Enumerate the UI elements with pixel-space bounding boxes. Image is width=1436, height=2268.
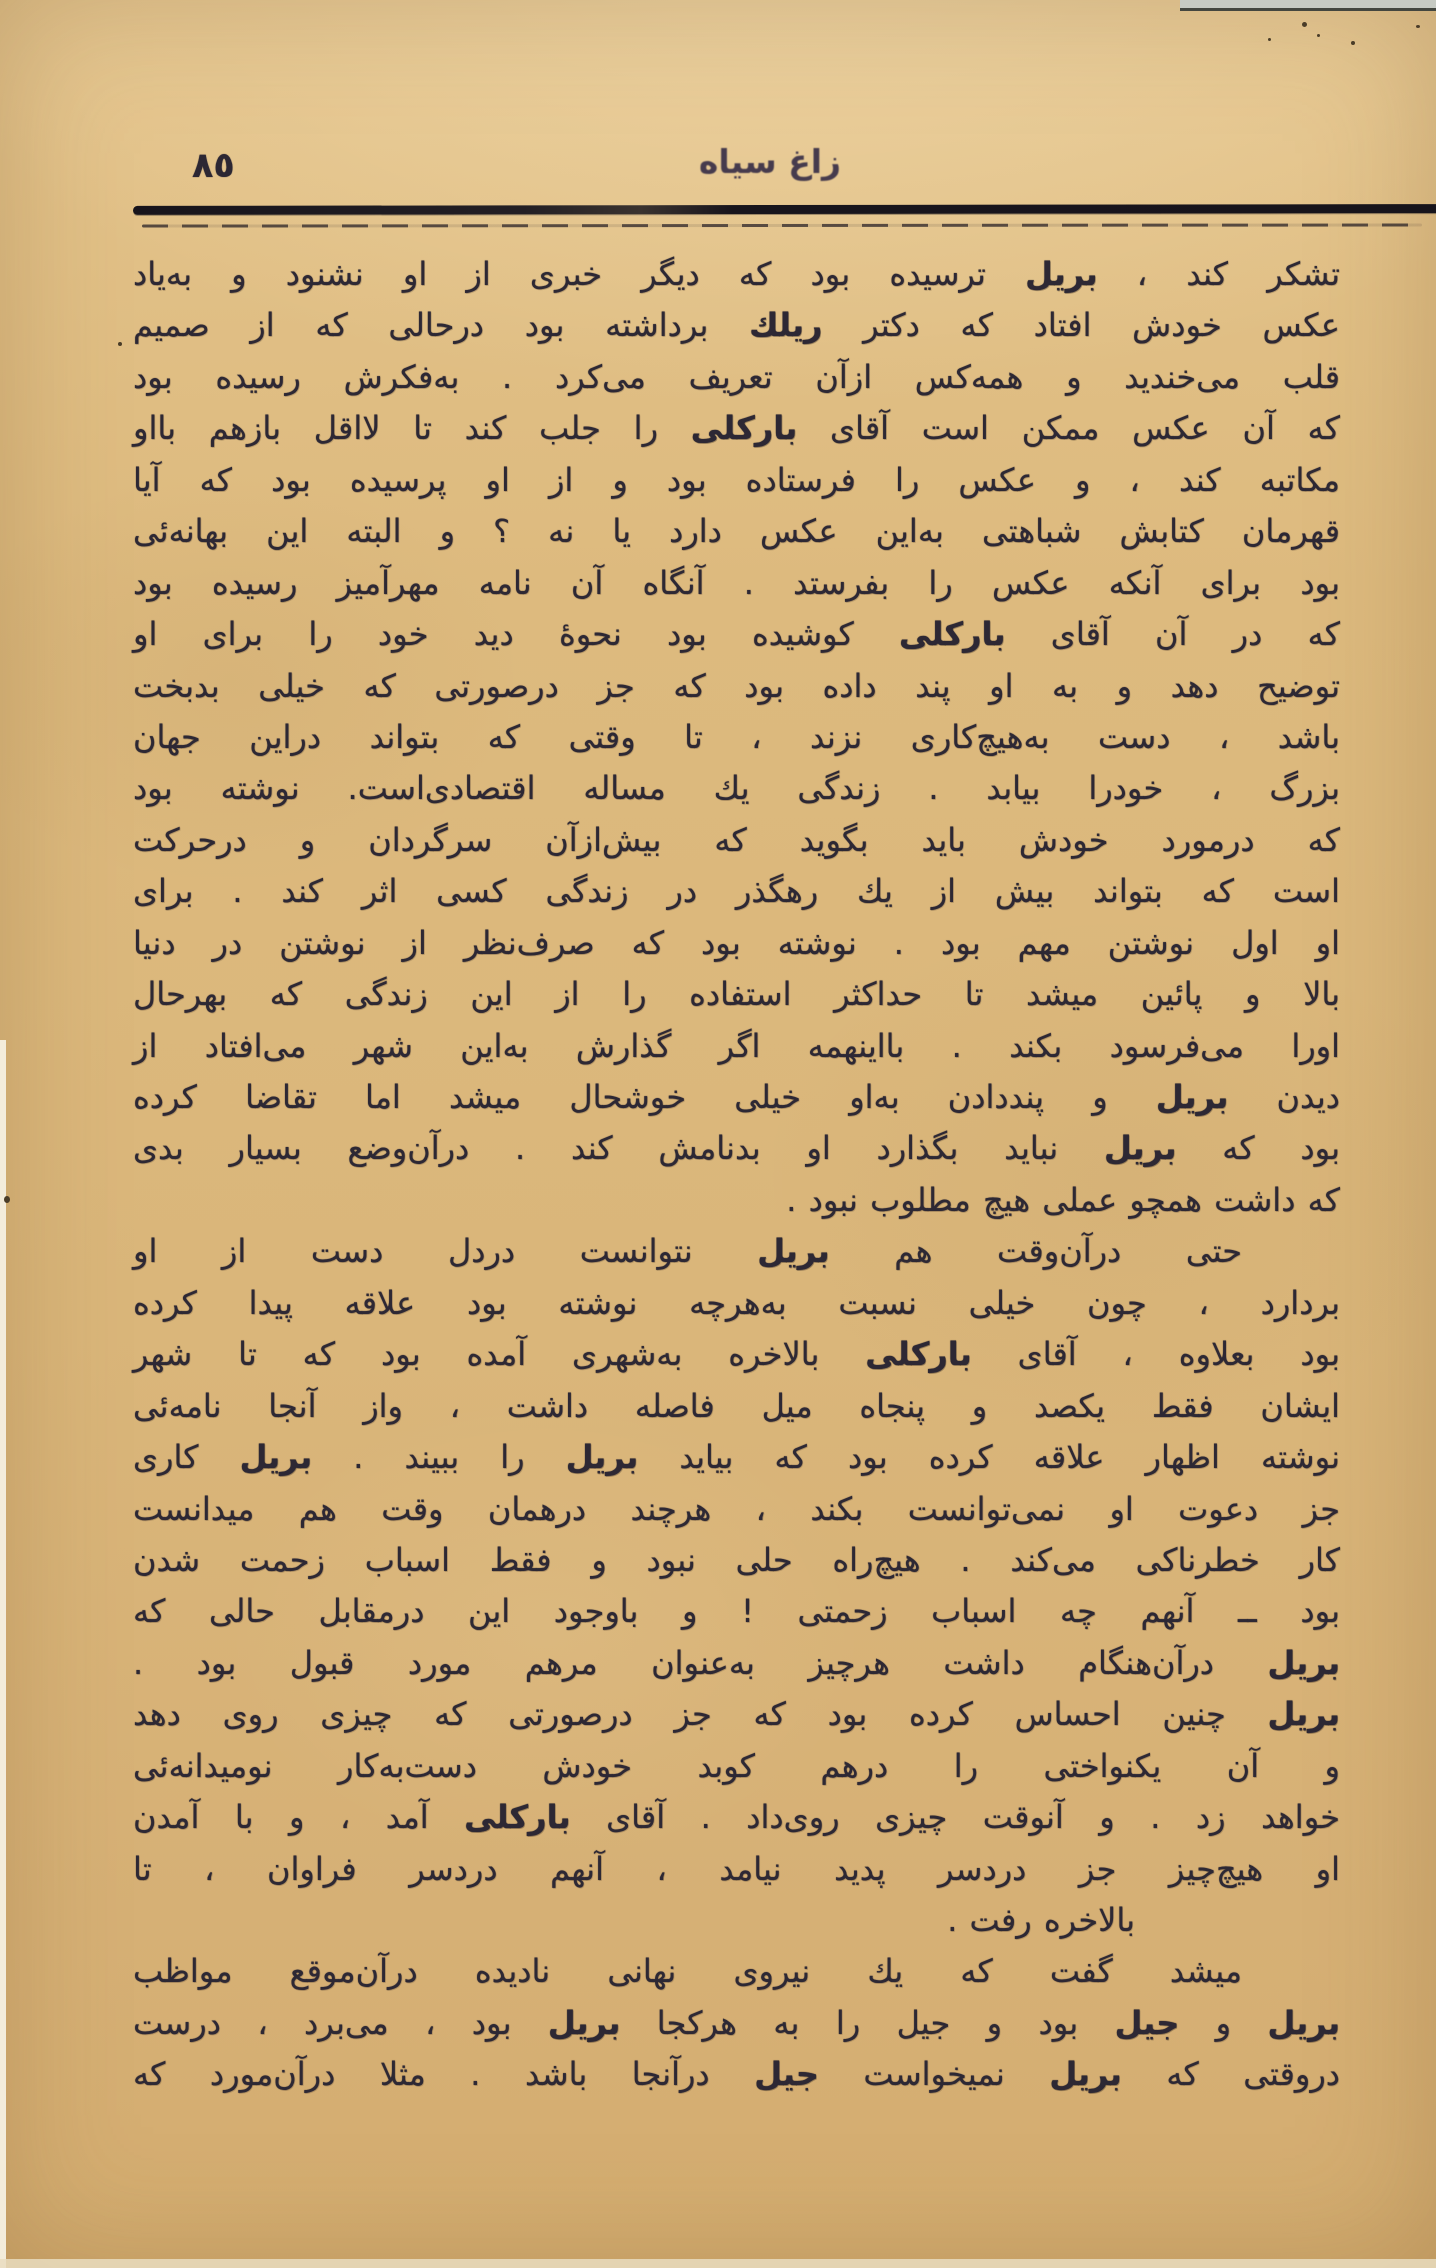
text-line: بود بعلاوه ، آقای بارکلی بالاخره به‌شهری آمده بود که تا شهر <box>133 1335 1341 1374</box>
text-line: که داشت همچو عملی هیچ مطلوب نبود . <box>786 1180 1340 1219</box>
character-name-bold: بریل <box>565 1438 639 1477</box>
character-name-bold: ریلك <box>749 306 823 345</box>
character-name-bold: جیل <box>754 2055 819 2094</box>
character-name-bold: بریل <box>239 1438 313 1477</box>
page-text <box>133 249 1340 2101</box>
character-name-bold: بریل <box>757 1232 830 1271</box>
character-name-bold: بریل <box>1267 1643 1340 1682</box>
text-line: بردارد ، چون خیلی نسبت به‌هرچه نوشته بود علاقه پیدا کرده <box>133 1283 1340 1322</box>
character-name-bold: بریل <box>1103 1129 1177 1168</box>
page-number: ٨٥ <box>192 146 235 186</box>
character-name-bold: بریل <box>1025 255 1098 293</box>
text-line: اورا می‌فرسود بکند . بااینهمه اگر گذارش به‌این شهر می‌افتاد از <box>133 1026 1340 1065</box>
header-rule-thick <box>133 204 1436 215</box>
text-line: بالاخره رفت . <box>947 1901 1135 1939</box>
text-line: بود ــ آنهم چه اسباب زحمتی ! و باوجود این درمقابل حالی که <box>133 1592 1340 1631</box>
text-line: باشد ، دست به‌هیچ‌کاری نزند ، تا وقتی که بتواند دراین جهان <box>133 717 1340 756</box>
paper-speck <box>1302 22 1307 27</box>
character-name-bold: بریل <box>1049 2055 1122 2094</box>
text-line: بالا و پائین میشد تا حداکثر استفاده را از این زندگی که بهرحال <box>133 975 1340 1014</box>
character-name-bold: بارکلی <box>690 409 798 448</box>
text-line: او اول نوشتن مهم بود . نوشته بود که صرف‌نظر از نوشتن در دنیا <box>133 923 1340 962</box>
paper-speck <box>118 342 122 346</box>
text-line: میشد گفت که یك نیروی نهانی نادیده درآن‌موقع مواظب <box>133 1952 1242 1991</box>
text-line: است که بتواند بیش از یك رهگذر در زندگی کسی اثر کند . برای <box>133 872 1340 911</box>
character-name-bold: بارکلی <box>899 615 1006 654</box>
paper-speck <box>1351 41 1355 45</box>
text-line: دیدن بریل و پنددادن به‌او خیلی خوشحال میشد اما تقاضا کرده <box>133 1078 1341 1116</box>
text-line: مکاتبه کند ، و عکس را فرستاده بود و از او پرسیده بود که آیا <box>133 460 1340 499</box>
character-name-bold: بارکلی <box>464 1798 571 1837</box>
paper-speck <box>1268 38 1271 41</box>
character-name-bold: بریل <box>1267 1695 1340 1734</box>
text-line: توضیح دهد و به او پند داده بود که جز درصورتی که خیلی بدبخت <box>133 666 1340 705</box>
text-line: نوشته اظهار علاقه کرده بود که بیاید بریل را ببیند . بریل کاری <box>133 1438 1340 1477</box>
character-name-bold: بارکلی <box>865 1335 972 1374</box>
text-line: تشکر کند ، بریل ترسیده بود که دیگر خبری از او نشنود و به‌یاد <box>133 255 1341 293</box>
character-name-bold: بریل <box>1267 2003 1341 2042</box>
text-line: بود برای آنکه عکس را بفرستد . آنگاه آن نامه مهرآمیز رسیده بود <box>133 563 1340 602</box>
text-line: بریل درآن‌هنگام داشت هرچیز به‌عنوان مرهم مورد قبول بود . <box>133 1643 1340 1682</box>
text-line: که در آن آقای بارکلی کوشیده بود نحوهٔ دید خود را برای او <box>133 615 1341 654</box>
scan-edge-left <box>0 1040 6 2268</box>
text-line: ایشان فقط یکصد و پنجاه میل فاصله داشت ، واز آنجا نامه‌ئی <box>133 1386 1340 1425</box>
text-line: دروقتی که بریل نمیخواست جیل درآنجا باشد . مثلا درآن‌مورد که <box>133 2055 1341 2094</box>
text-line: خواهد زد . و آنوقت چیزی روی‌داد . آقای بارکلی آمد ، و با آمدن <box>133 1798 1341 1837</box>
text-line: قلب می‌خندید و همه‌کس ازآن تعریف می‌کرد . به‌فکرش رسیده بود <box>133 357 1340 396</box>
text-line: عکس خودش افتاد که دکتر ریلك برداشته بود درحالی که از صمیم <box>133 306 1341 345</box>
character-name-bold: بریل <box>1155 1078 1229 1116</box>
paper-speck <box>1317 34 1320 37</box>
text-line: حتی درآن‌وقت هم بریل نتوانست دردل دست از او <box>133 1232 1243 1271</box>
scan-edge-bottom <box>0 2259 1436 2268</box>
text-line: او هیچ‌چیز جز دردسر پدید نیامد ، آنهم دردسر فراوان ، تا <box>133 1849 1340 1888</box>
paper-speck <box>1416 25 1420 28</box>
text-line: که درمورد خودش باید بگوید که بیش‌ازآن سرگردان و درحرکت <box>133 820 1340 859</box>
header-rule-thin <box>142 223 1422 227</box>
page-header-title: زاغ سیاه <box>698 142 842 181</box>
text-line: جز دعوت او نمی‌توانست بکند ، هرچند درهمان وقت هم میدانست <box>133 1489 1340 1528</box>
paper-speck <box>4 1196 10 1203</box>
text-line: بزرگ ، خودرا بیابد . زندگی یك مساله اقتصادی‌است. نوشته بود <box>133 769 1340 808</box>
text-line: و آن یکنواختی را درهم کوبد خودش دست‌به‌کار نومیدانه‌ئی <box>133 1746 1340 1785</box>
character-name-bold: بریل <box>547 2003 621 2042</box>
scan-edge-top-right <box>1180 0 1436 11</box>
text-line: که آن عکس ممکن است آقای بارکلی را جلب کند تا لااقل بازهم بااو <box>133 409 1341 448</box>
character-name-bold: جیل <box>1114 2003 1180 2042</box>
text-line: قهرمان کتابش شباهتی به‌این عکس دارد یا نه ؟ و البته این بهانه‌ئی <box>133 512 1340 551</box>
text-line: کار خطرناکی می‌کند . هیچ‌راه حلی نبود و فقط اسباب زحمت شدن <box>133 1540 1340 1579</box>
text-line: بریل چنین احساس کرده بود که جز درصورتی که چیزی روی دهد <box>133 1695 1340 1734</box>
text-line: بریل و جیل بود و جیل را به هرکجا بریل بود ، می‌برد ، درست <box>133 2003 1341 2042</box>
text-line: بود که بریل نباید بگذارد او بدنامش کند . درآن‌وضع بسیار بدی <box>133 1129 1341 1168</box>
